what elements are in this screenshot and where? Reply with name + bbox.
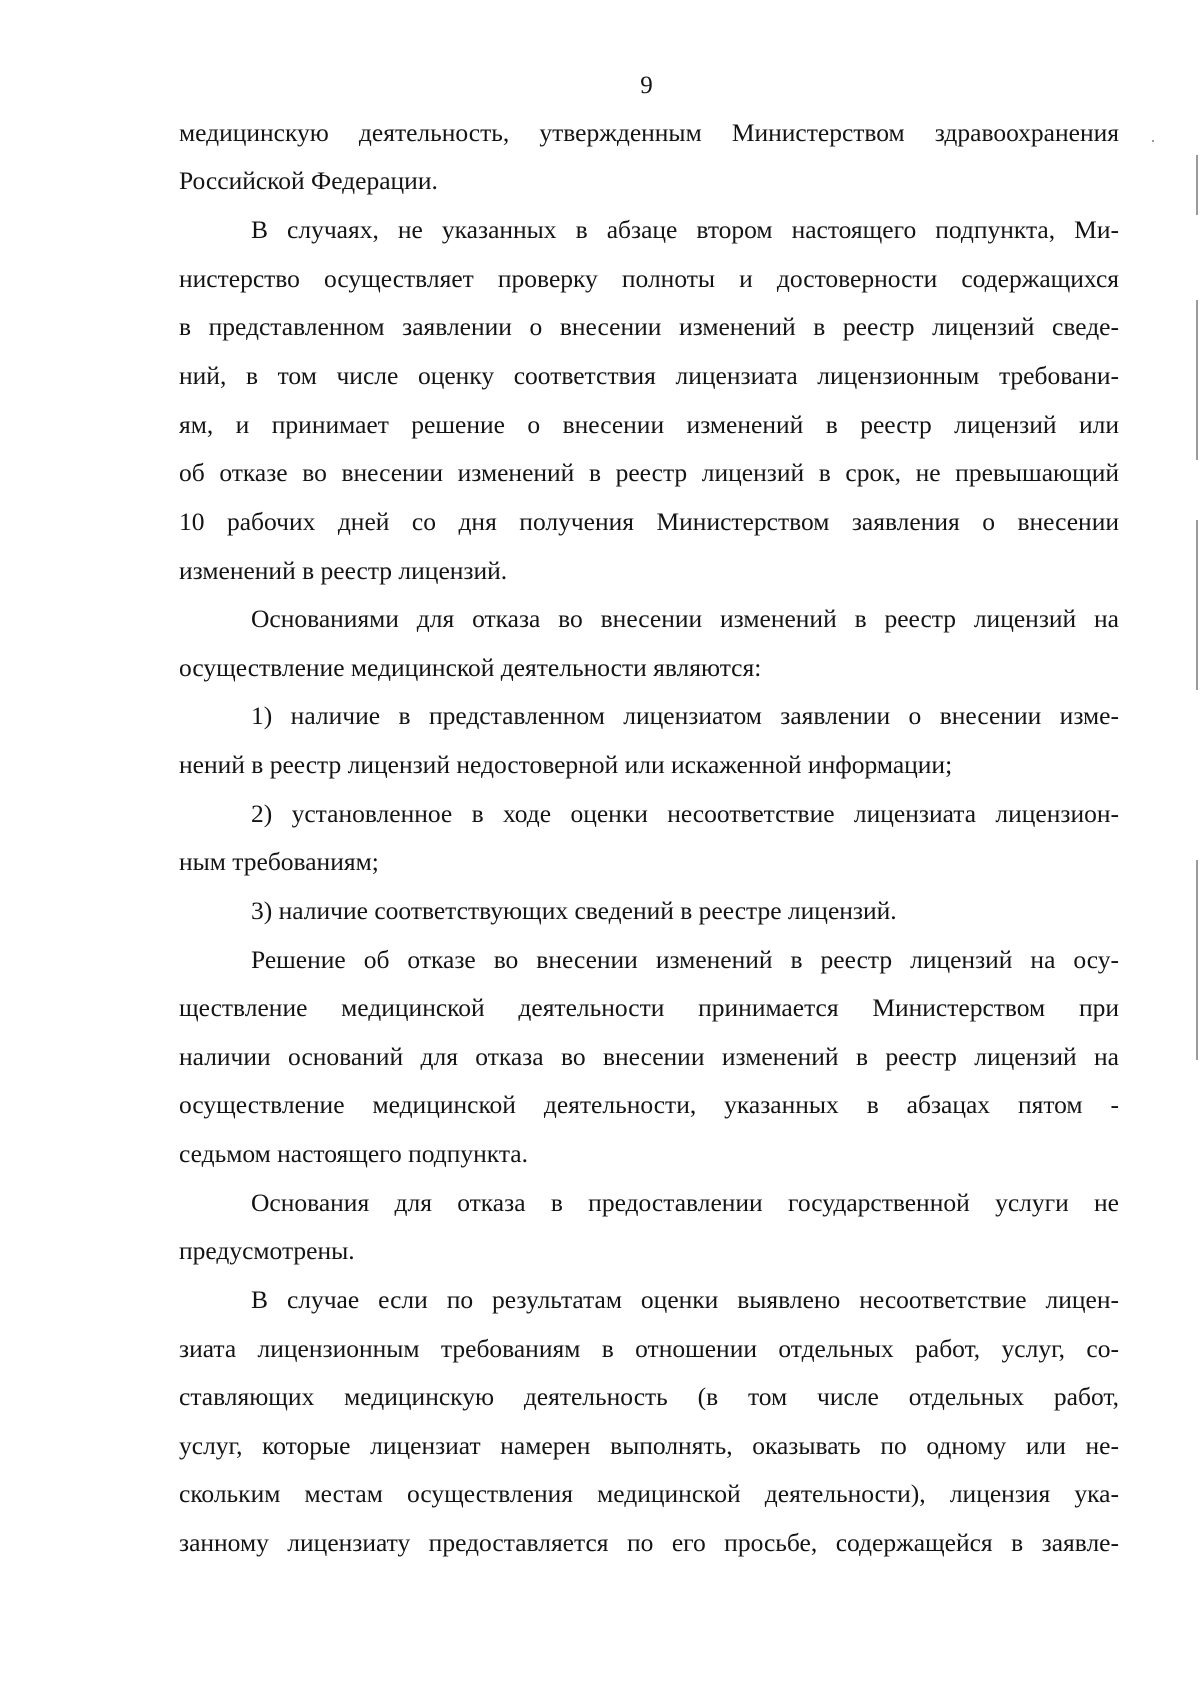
text-line: изменений в реестр лицензий. (179, 556, 508, 585)
text-line: осуществление медицинской деятельности, указанных в абзацах пятом - (179, 1090, 1119, 1119)
text-line: седьмом настоящего подпункта. (179, 1139, 528, 1168)
text-line: медицинскую деятельность, утвержденным Министерством здравоохранения (179, 118, 1119, 147)
text-line: 3) наличие соответствующих сведений в реестре лицензий. (251, 896, 897, 925)
text-line: в представленном заявлении о внесении изменений в реестр лицензий сведе- (179, 312, 1119, 341)
text-line: ям, и принимает решение о внесении изменений в реестр лицензий или (179, 410, 1119, 439)
text-line: зиата лицензионным требованиям в отношении отдельных работ, услуг, со- (179, 1334, 1119, 1363)
scan-artifact (1196, 860, 1198, 1060)
text-line: предусмотрены. (179, 1236, 355, 1265)
text-line: 1) наличие в представленном лицензиатом заявлении о внесении изме- (251, 701, 1119, 730)
text-line: нений в реестр лицензий недостоверной или искаженной информации; (179, 750, 953, 779)
text-line: ществление медицинской деятельности принимается Министерством при (179, 993, 1119, 1022)
text-line: ным требованиям; (179, 847, 379, 876)
text-line: наличии оснований для отказа во внесении изменений в реестр лицензий на (179, 1042, 1119, 1071)
text-line: осуществление медицинской деятельности являются: (179, 653, 762, 682)
scan-artifact (1196, 300, 1198, 460)
text-line: В случае если по результатам оценки выявлено несоответствие лицен- (251, 1285, 1119, 1314)
text-line: ставляющих медицинскую деятельность (в том числе отдельных работ, (179, 1382, 1119, 1411)
scan-artifact (1196, 520, 1198, 690)
text-line: В случаях, не указанных в абзаце втором настоящего подпункта, Ми- (251, 215, 1119, 244)
text-line: Решение об отказе во внесении изменений в реестр лицензий на осу- (251, 945, 1119, 974)
text-line: занному лицензиату предоставляется по его просьбе, содержащейся в заявле- (179, 1528, 1119, 1557)
text-line: Основания для отказа в предоставлении государственной услуги не (251, 1188, 1119, 1217)
page-number: 9 (640, 72, 653, 99)
text-line: Российской Федерации. (179, 166, 438, 195)
text-line: услуг, которые лицензиат намерен выполнять, оказывать по одному или не- (179, 1431, 1119, 1460)
scan-artifact (1196, 155, 1198, 215)
text-line: ний, в том числе оценку соответствия лицензиата лицензионным требовани- (179, 361, 1119, 390)
text-line: об отказе во внесении изменений в реестр лицензий в срок, не превышающий (179, 458, 1119, 487)
text-line: 2) установленное в ходе оценки несоответствие лицензиата лицензион- (251, 799, 1119, 828)
text-line: 10 рабочих дней со дня получения Министерством заявления о внесении (179, 507, 1119, 536)
scan-artifact (1152, 140, 1154, 142)
text-line: скольким местам осуществления медицинской деятельности), лицензия ука- (179, 1479, 1119, 1508)
text-line: Основаниями для отказа во внесении изменений в реестр лицензий на (251, 604, 1119, 633)
text-line: нистерство осуществляет проверку полноты и достоверности содержащихся (179, 264, 1119, 293)
